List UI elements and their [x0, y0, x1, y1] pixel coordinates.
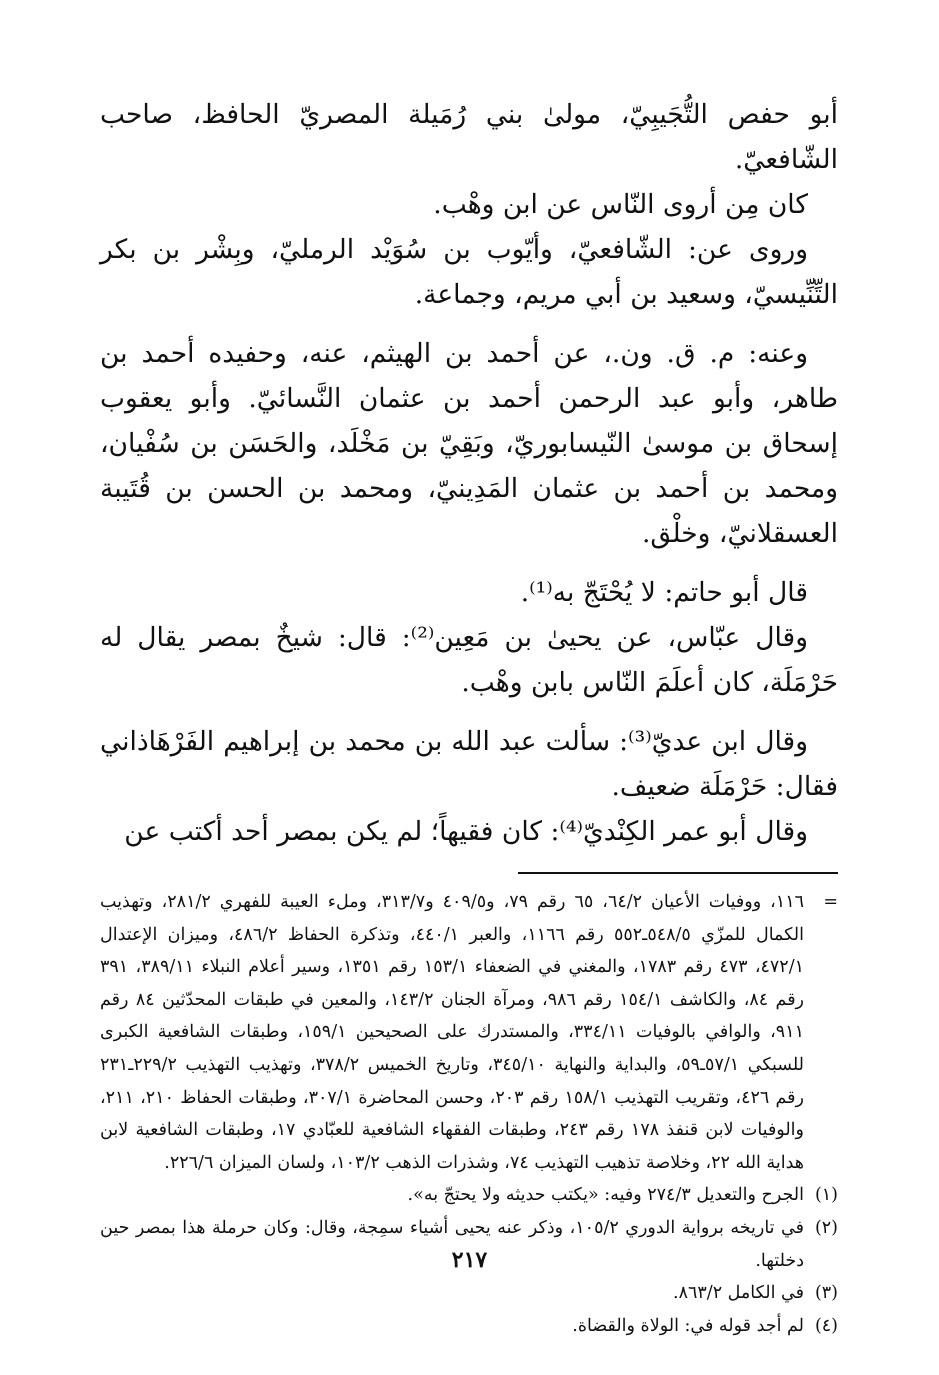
footnote-divider: [518, 872, 838, 874]
footnote-mark: (١): [814, 1185, 838, 1206]
paragraph-abu-hatim: قال أبو حاتم: لا يُحْتَجّ به⁽¹⁾.: [520, 577, 808, 608]
paragraph-teachers: وروى عن: الشّافعيّ، وأيّوب بن سُوَيْد الرمليّ، وبِشْر بن بكر التِّنِّيسيّ، وسعيد بن أبي مريم، وجماعة.: [100, 234, 838, 310]
footnotes: [100, 886, 838, 1342]
footnote-continuation: [100, 886, 838, 1179]
footnote-mark: (٣): [814, 1283, 838, 1304]
page-number: ٢١٧: [451, 1247, 488, 1273]
paragraph-title-line: أبو حفص التُّجَيبِيّ، مولىٰ بني رُمَيلة المصريّ الحافظ، صاحب الشّافعيّ.: [100, 99, 838, 175]
footnote-text: لم أجد قوله في: الولاة والقضاة.: [572, 1315, 804, 1336]
footnote-text: في الكامل ٨٦٣/٢.: [673, 1283, 804, 1304]
footnote-mark: (٢): [814, 1217, 838, 1238]
paragraph-ibn-adi: وقال ابن عديّ⁽³⁾: سألت عبد الله بن محمد بن إبراهيم الفَرْهَاذاني فقال: حَرْمَلَة ضعيف.: [100, 726, 838, 802]
footnote-mark: (٤): [814, 1315, 838, 1336]
paragraph-kindi: وقال أبو عمر الكِنْديّ⁽⁴⁾: كان فقيهاً؛ لم يكن بمصر أحد أكتب عن: [124, 816, 808, 847]
footnote-4: [100, 1310, 838, 1343]
footnote-text: الجرح والتعديل ٢٧٤/٣ وفيه: «يكتب حديثه ولا يحتجّ به».: [407, 1185, 804, 1206]
footnote-3: [100, 1277, 838, 1310]
paragraph-students: وعنه: م. ق. ون.، عن أحمد بن الهيثم، عنه، وحفيده أحمد بن طاهر، وأبو عبد الرحمن أحمد بن عثمان النَّسائيّ. وأبو يعقوب إسحاق بن موسىٰ النّيسابوريّ، وبَقِيّ بن مَخْلَد، والحَسَن بن سُفْيان، ومحمد بن أحمد بن عثمان المَدِينيّ، ومحمد بن الحسن بن قُتَيبة العسقلانيّ، وخلْق.: [100, 338, 838, 549]
paragraph-abbas: وقال عبّاس، عن يحيىٰ بن مَعِين⁽²⁾: قال: شيخٌ بمصر يقال له حَرْمَلَة، كان أعلَمَ النّاس بابن وهْب.: [100, 622, 838, 698]
footnote-text: في تاريخه برواية الدوري ١٠٥/٢، وذكر عنه يحيى أشياء سمِجة، وقال: وكان حرملة هذا بمصر حين دخلتها.: [100, 1217, 804, 1271]
page-body: [100, 92, 838, 1342]
footnote-mark: =: [823, 892, 838, 912]
footnote-text: ١١٦، ووفيات الأعيان ٦٤/٢، ٦٥ رقم ٧٩، و٤٠٩/٥ و٣١٣/٧، وملء العيبة للفهري ٢٨١/٢، وتهذيب الكمال للمزّي ٥٤٨/٥ـ٥٥٢ رقم ١١٦٦، والعبر ٤٤٠/١، وتذكرة الحفاظ ٤٨٦/٢، وميزان الإعتدال ٤٧٢/١، ٤٧٣ رقم ١٧٨٣، والمغني في الضعفاء ١٥٣/١ رقم ١٣٥١، وسير أعلام النبلاء ٣٨٩/١١، ٣٩١ رقم ٨٤، والكاشف ١٥٤/١ رقم ٩٨٦، ومرآة الجنان ١٤٣/٢، والمعين في طبقات المحدّثين ٨٤ رقم ٩١١، والوافي بالوفيات ٣٣٤/١١، والمستدرك على الصحيحين ١٥٩/١، وطبقات الشافعية الكبرى للسبكي ٥٧/١ـ٥٩، والبداية والنهاية ٣٤٥/١٠، وتاريخ الخميس ٣٧٨/٢، وتهذيب التهذيب ٢٢٩/٢ـ٢٣١ رقم ٤٢٦، وتقريب التهذيب ١٥٨/١ رقم ٢٠٣، وحسن المحاضرة ٣٠٧/١، وطبقات الحفاظ ٢١٠، ٢١١، والوفيات لابن قنفذ ١٧٨ رقم ٢٤٣، وطبقات الفقهاء الشافعية للعبّادي ١٧، وطبقات الشافعية لابن هداية الله ٢٢، وخلاصة تذهيب التهذيب ٧٤، وشذرات الذهب ١٠٣/٢، ولسان الميزان ٢٢٦/٦.: [100, 892, 805, 1173]
footnote-1: [100, 1179, 838, 1212]
main-text: [100, 92, 838, 854]
paragraph-narration-note: كان مِن أروى النّاس عن ابن وهْب.: [433, 189, 808, 220]
